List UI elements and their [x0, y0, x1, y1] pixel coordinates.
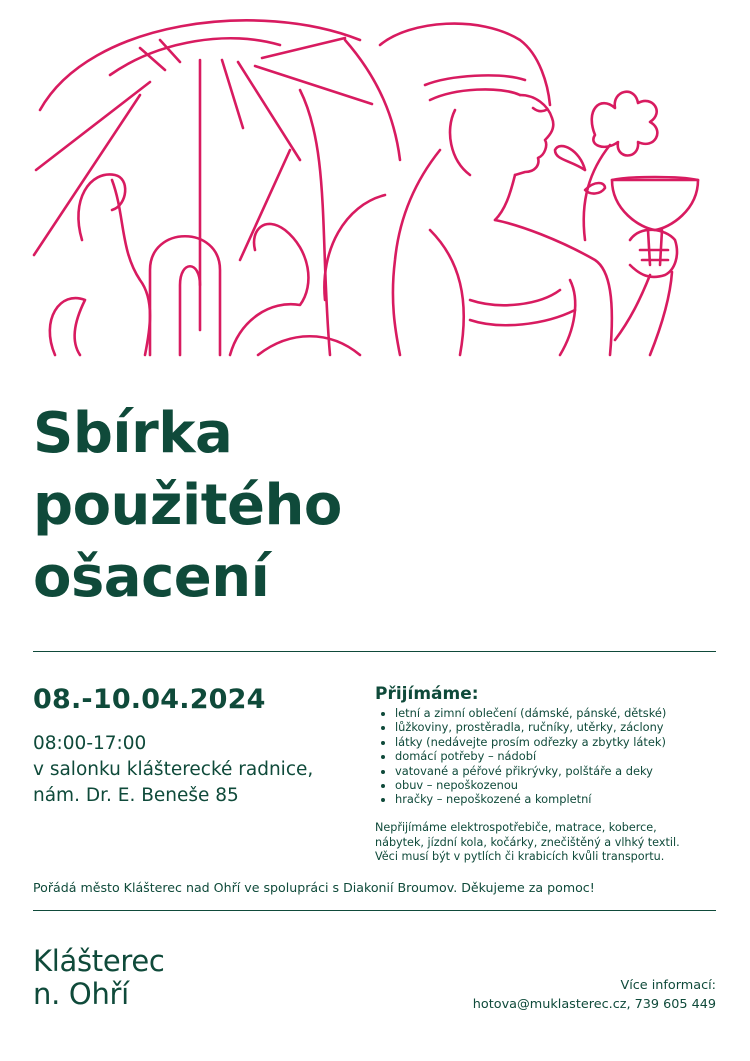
arches-illustration: [50, 236, 220, 355]
list-item: • hračky – nepoškozené a kompletní: [395, 792, 720, 806]
town-logo: [33, 945, 165, 1011]
list-item: • letní a zimní oblečení (dámské, pánské, dětské): [395, 706, 720, 720]
event-details: [33, 731, 313, 809]
jug-illustration: [78, 174, 308, 355]
list-item: • látky (nedávejte prosím odřezky a zbytky látek): [395, 735, 720, 749]
not-accepted-line-1: Nepřijímáme elektrospotřebiče, matrace, koberce,: [375, 821, 657, 834]
event-place-line-1: v salonku klášterecké radnice,: [33, 759, 314, 780]
title-line-2: použitého: [33, 473, 342, 538]
contact-info: [473, 976, 716, 1014]
flower-illustration: [555, 92, 657, 240]
woman-figure-illustration: [324, 24, 612, 355]
not-accepted-line-3: Věci musí být v pytlích či krabicích kvůli transportu.: [375, 850, 665, 863]
line-art-illustration: [0, 0, 750, 360]
contact-label: Více informací:: [620, 978, 716, 993]
accepted-items-section: [375, 684, 720, 807]
contact-details[interactable]: hotova@muklasterec.cz, 739 605 449: [472, 997, 716, 1012]
event-place-line-2: nám. Dr. E. Beneše 85: [33, 785, 239, 806]
accepted-list: [375, 706, 720, 807]
list-item: • vatované a péřové přikrývky, polštáře a deky: [395, 764, 720, 778]
list-item: • lůžkoviny, prostěradla, ručníky, utěrky, záclony: [395, 720, 720, 734]
accepted-heading: Přijímáme:: [375, 684, 479, 704]
title-line-1: Sbírka: [33, 401, 233, 466]
divider-bottom: [33, 910, 716, 911]
list-item: • obuv – nepoškozenou: [395, 778, 720, 792]
title-line-3: ošacení: [33, 545, 270, 610]
page-title: [33, 398, 342, 614]
event-time: 08:00-17:00: [33, 733, 147, 754]
organizer-text: Pořádá město Klášterec nad Ohří ve spolupráci s Diakonií Broumov. Děkujeme za pomoc!: [33, 880, 595, 895]
glass-illustration: [612, 177, 698, 355]
divider-top: [33, 651, 716, 652]
list-item: • domácí potřeby – nádobí: [395, 749, 720, 763]
logo-line-1: Klášterec: [33, 944, 165, 978]
event-date: 08.-10.04.2024: [33, 684, 266, 715]
logo-line-2: n. Ohří: [33, 977, 129, 1011]
not-accepted-section: [375, 821, 725, 865]
not-accepted-line-2: nábytek, jízdní kola, kočárky, znečištěný a vlhký textil.: [375, 835, 680, 849]
